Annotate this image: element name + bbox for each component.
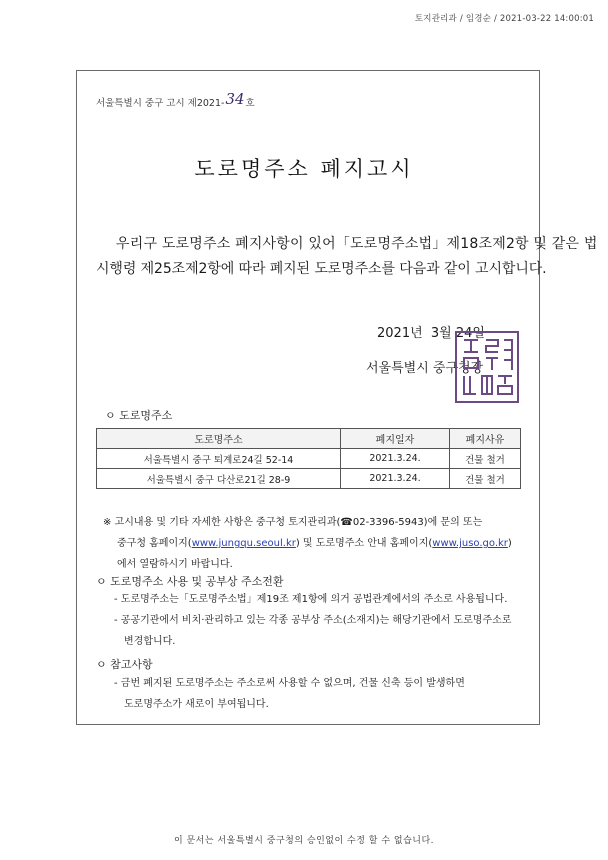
junggu-homepage-link[interactable]: www.jungqu.seoul.kr — [191, 538, 296, 549]
table-cell-date: 2021.3.24. — [341, 449, 450, 469]
table-cell-date: 2021.3.24. — [341, 469, 450, 489]
list-item: - 금번 폐지된 도로명주소는 주소로써 사용할 수 없으며, 건물 신축 등이 발생하면 — [114, 678, 465, 689]
table-header-row — [97, 429, 521, 449]
notice-body-line-2: 시행령 제25조제2항에 따라 폐지된 도로명주소를 다음과 같이 고시합니다. — [96, 261, 547, 277]
notice-body — [96, 232, 598, 282]
table-cell-reason: 건물 철거 — [450, 469, 521, 489]
table-cell-reason: 건물 철거 — [450, 449, 521, 469]
handwritten-number: 34 — [225, 90, 245, 108]
inquiry-note-line-3: 에서 열람하시기 바랍니다. — [117, 559, 233, 570]
table-row — [97, 469, 521, 489]
table-row — [97, 449, 521, 469]
juso-homepage-link[interactable]: www.juso.go.kr — [432, 538, 508, 549]
list-item-continuation: 변경합니다. — [124, 636, 176, 647]
list-item-continuation: 도로명주소가 새로이 부여됩니다. — [124, 699, 269, 710]
document-title: 도로명주소 폐지고시 — [194, 157, 414, 181]
table-header-reason: 폐지사유 — [450, 429, 521, 449]
notice-number-suffix: 호 — [245, 98, 255, 109]
inquiry-note-line-2 — [103, 533, 543, 554]
section-address-conversion-heading: ㅇ 도로명주소 사용 및 공부상 주소전환 — [96, 575, 284, 588]
inquiry-note-text: 중구청 홈페이지( — [117, 538, 192, 549]
table-cell-address: 서울특별시 중구 다산로21길 28-9 — [97, 469, 341, 489]
notice-number — [96, 92, 255, 110]
section-road-address-heading: ㅇ 도로명주소 — [105, 409, 173, 422]
inquiry-note-text: ) — [507, 538, 512, 549]
reference-items — [114, 673, 544, 715]
inquiry-note-text: ) 및 도로명주소 안내 홈페이지( — [295, 538, 433, 549]
table-header-date: 폐지일자 — [341, 429, 450, 449]
list-item: - 도로명주소는「도로명주소법」제19조 제1항에 의거 공법관계에서의 주소로 사용됩니다. — [114, 594, 508, 605]
notice-date: 2021년 3월 24일 — [377, 326, 485, 341]
issuer-name: 서울특별시 중구청장 — [366, 361, 484, 376]
table-cell-address: 서울특별시 중구 퇴계로24길 52-14 — [97, 449, 341, 469]
address-conversion-items — [114, 589, 544, 652]
inquiry-note — [103, 512, 543, 575]
inquiry-note-line-1: ※ 고시내용 및 기타 자세한 사항은 중구청 토지관리과(☎02-3396-5943)에 문의 또는 — [103, 517, 483, 528]
list-item: - 공공기관에서 비치·관리하고 있는 각종 공부상 주소(소재지)는 해당기관에서 도로명주소로 — [114, 615, 512, 626]
section-reference-heading: ㅇ 참고사항 — [96, 658, 153, 671]
document-meta-header: 토지관리과 / 임경순 / 2021-03-22 14:00:01 — [414, 14, 594, 24]
table-header-address: 도로명주소 — [97, 429, 341, 449]
address-table — [96, 428, 521, 489]
notice-body-line-1: 우리구 도로명주소 폐지사항이 있어「도로명주소법」제18조제2항 및 같은 법 — [116, 236, 598, 252]
footer-notice: 이 문서는 서울특별시 중구청의 승인없이 수정 할 수 없습니다. — [173, 836, 435, 846]
notice-number-prefix: 서울특별시 중구 고시 제2021- — [96, 98, 225, 109]
official-seal-icon — [454, 330, 520, 404]
